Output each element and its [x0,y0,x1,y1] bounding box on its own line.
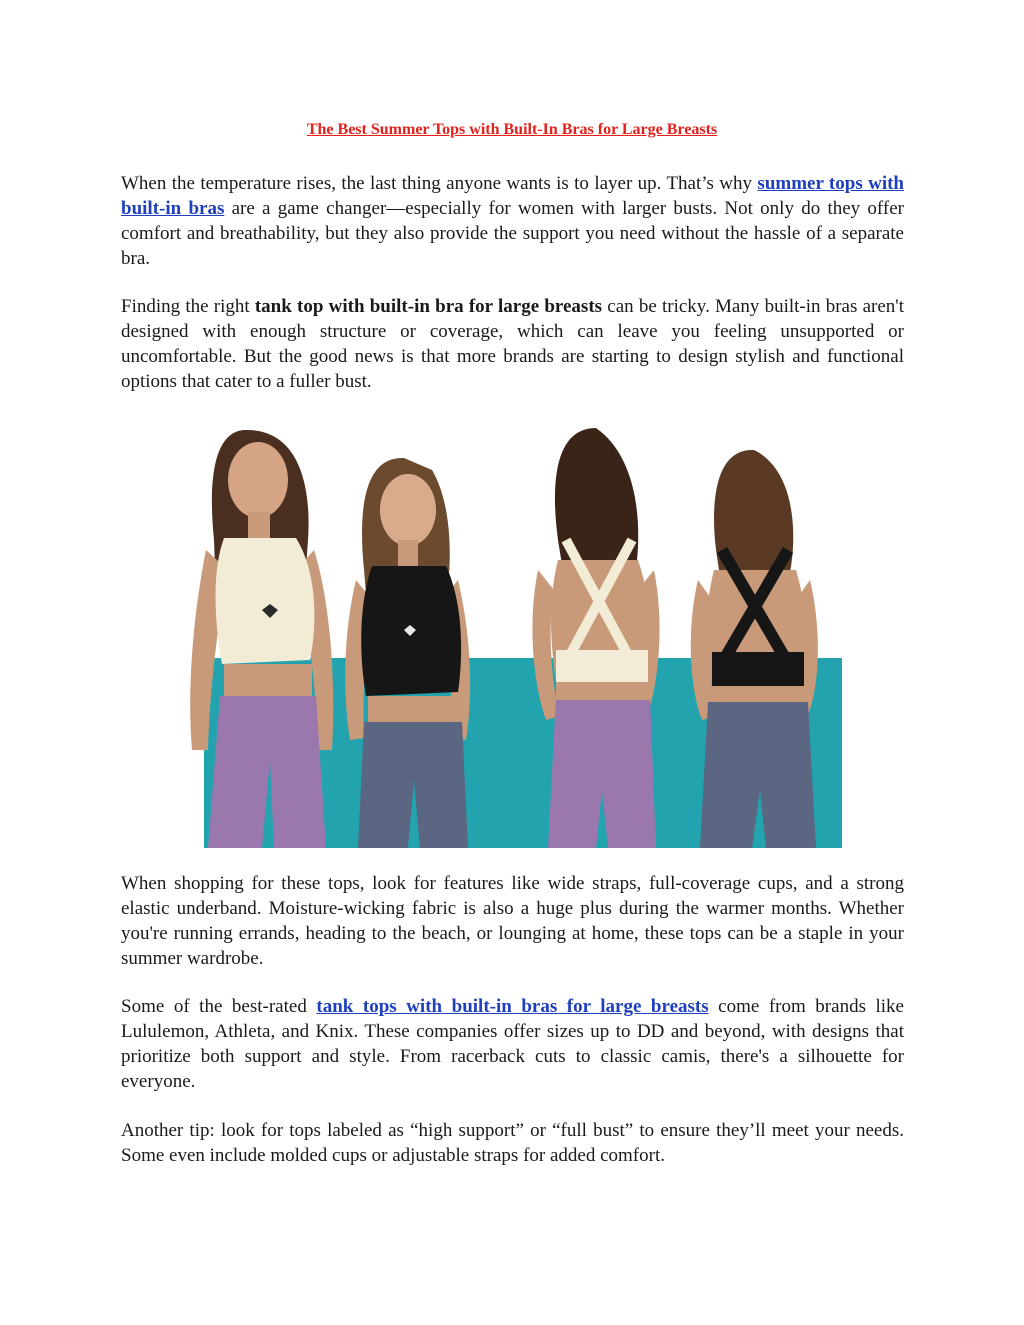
paragraph-intro [121,171,904,271]
model-2 [345,458,470,848]
paragraph-text: come from brands like Lululemon, Athleta, and Knix. These companies offer sizes up to DD and beyond, with designs that prioritize both support and style. From racerback cuts to classic camis, there's a silhouette for everyone. [121,996,904,1092]
paragraph-text: Finding the right [121,296,255,317]
paragraph-finding [121,294,904,394]
link-tank-tops[interactable]: tank tops with built-in bras for large breasts [316,996,709,1017]
photo-four-models-icon [186,420,842,848]
document-title: The Best Summer Tops with Built-In Bras for Large Breasts [306,121,718,138]
paragraph-text: can be tricky. Many built-in bras aren't designed with enough structure or coverage, which can leave you feeling unsupported or uncomfortable. But the good news is that more brands are starting to design stylish and functional options that cater to a fuller bust. [121,296,904,392]
paragraph-shopping [121,871,904,971]
product-photo [186,420,842,848]
paragraph-text: When the temperature rises, the last thing anyone wants is to layer up. That’s why [121,173,758,194]
paragraph-text: When shopping for these tops, look for features like wide straps, full-coverage cups, and a strong elastic underband. Moisture-wicking fabric is also a huge plus during the warmer months. Whether you're running errands, heading to the beach, or lounging at home, these tops can be a staple in your summer wardrobe. [121,873,904,969]
paragraph-text: are a game changer—especially for women with larger busts. Not only do they offer comfort and breathability, but they also provide the support you need without the hassle of a separate bra. [121,198,904,269]
link-summer-tops[interactable]: summer tops with built-in bras [121,173,904,219]
bold-phrase: tank top with built-in bra for large breasts [254,296,603,317]
paragraph-brands [121,994,904,1094]
paragraph-tip [121,1118,904,1168]
model-4 [691,450,818,848]
model-3 [532,428,659,848]
paragraph-text: Some of the best-rated [121,996,317,1017]
paragraph-text: Another tip: look for tops labeled as “high support” or “full bust” to ensure they’ll meet your needs. Some even include molded cups or adjustable straps for added comfort. [121,1120,904,1166]
